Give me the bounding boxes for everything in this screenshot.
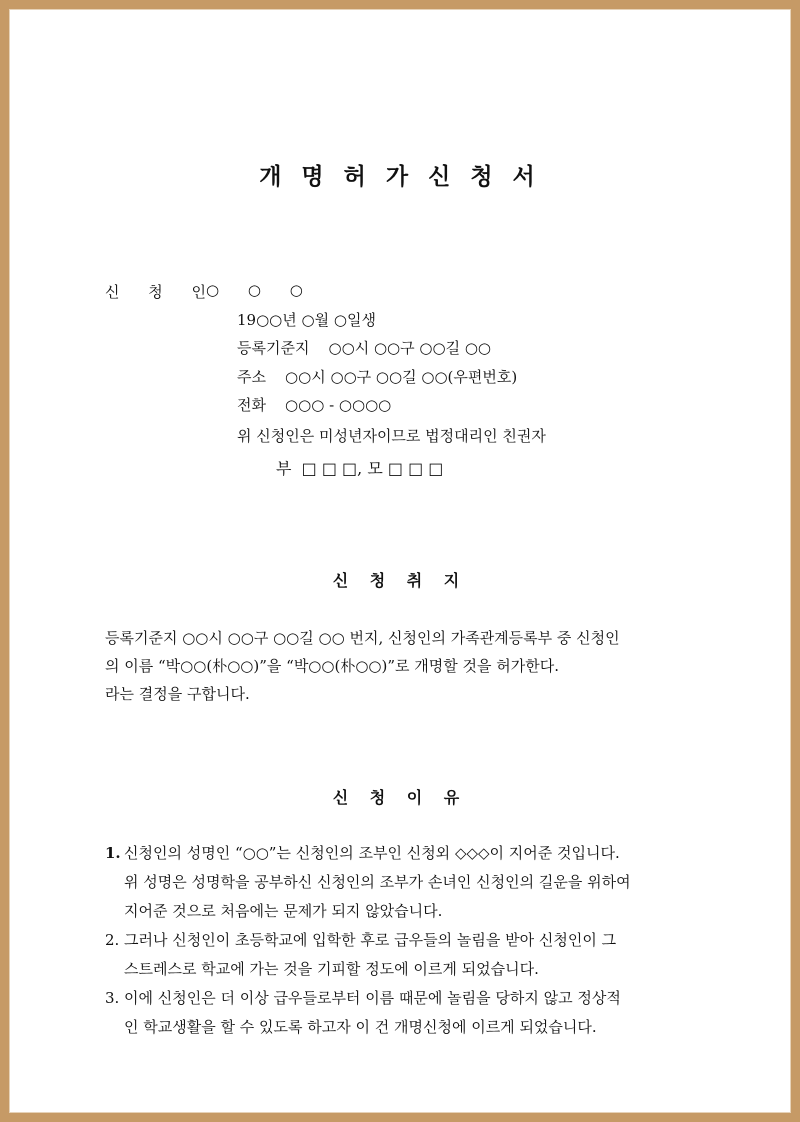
applicant-label: 신 청 인 [105, 283, 219, 301]
reason-number: 1. [105, 844, 121, 862]
reason-line: 인 학교생활을 할 수 있도록 하고자 이 건 개명신청에 이르게 되었습니다. [124, 1018, 597, 1036]
reasons-list [105, 839, 700, 1042]
reason-text [124, 839, 700, 926]
applicant-phone: 전화 ○○○ - ○○○○ [237, 396, 392, 414]
reason-line: 스트레스로 학교에 가는 것을 기피할 정도에 이르게 되었습니다. [124, 960, 539, 978]
reason-item [105, 839, 700, 926]
guardian-note: 위 신청인은 미성년자이므로 법정대리인 친권자 [237, 427, 546, 445]
reason-line: 지어준 것으로 처음에는 문제가 되지 않았습니다. [124, 902, 443, 920]
reason-number: 3. [105, 989, 120, 1007]
applicant-address: 주소 ○○시 ○○구 ○○길 ○○(우편번호) [237, 368, 518, 386]
reasons-heading: 신 청 이 유 [332, 788, 468, 807]
document-title: 개 명 허 가 신 청 서 [259, 163, 541, 190]
purpose-heading: 신 청 취 지 [332, 571, 468, 590]
applicant-registry: 등록기준지 ○○시 ○○구 ○○길 ○○ [237, 339, 492, 357]
reason-line: 신청인의 성명인 “○○”는 신청인의 조부인 신청외 ◇◇◇이 지어준 것입니다. [124, 844, 620, 862]
applicant-birth: 19○○년 ○월 ○일생 [237, 311, 376, 329]
reason-text [124, 926, 700, 984]
purpose-line: 의 이름 “박○○(朴○○)”을 “박○○(朴○○)”로 개명할 것을 허가한다. [105, 657, 560, 675]
applicant-name: ○ ○ ○ [206, 281, 315, 299]
reason-item [105, 926, 700, 984]
reason-text [124, 984, 700, 1042]
purpose-line: 라는 결정을 구합니다. [105, 685, 250, 703]
purpose-line: 등록기준지 ○○시 ○○구 ○○길 ○○ 번지, 신청인의 가족관계등록부 중 신청인 [105, 629, 620, 647]
reason-item [105, 984, 700, 1042]
reason-line: 위 성명은 성명학을 공부하신 신청인의 조부가 손녀인 신청인의 길운을 위하여 [124, 873, 631, 891]
reason-line: 그러나 신청인이 초등학교에 입학한 후로 급우들의 놀림을 받아 신청인이 그 [124, 931, 617, 949]
reason-line: 이에 신청인은 더 이상 급우들로부터 이름 때문에 놀림을 당하지 않고 정상적 [124, 989, 621, 1007]
parents-names: 부 □ □ □, 모 □ □ □ [276, 459, 444, 478]
reason-number: 2. [105, 931, 120, 949]
